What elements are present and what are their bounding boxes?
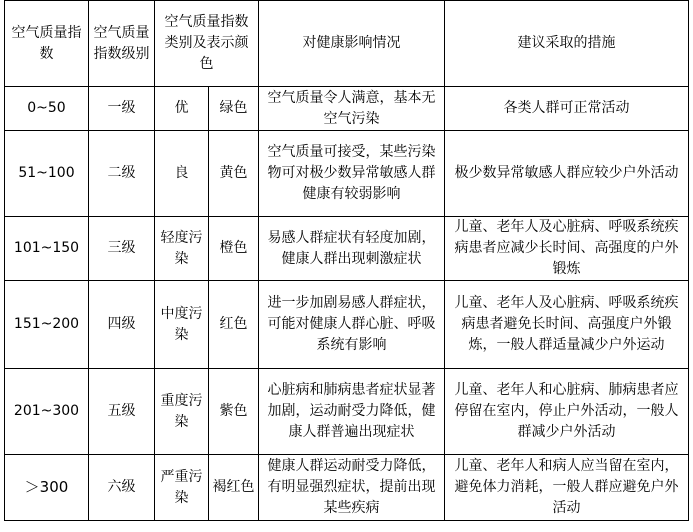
header-advice: 建议采取的措施	[445, 1, 689, 87]
range-cell: ＞300	[5, 455, 89, 521]
advice-cell: 极少数异常敏感人群应较少户外活动	[445, 131, 689, 217]
level-cell: 三级	[89, 217, 155, 281]
advice-cell: 儿童、老年人及心脏病、呼吸系统疾病患者避免长时间、高强度户外锻炼，一般人群适量减少户外运动	[445, 281, 689, 369]
effect-cell: 健康人群运动耐受力降低，有明显强烈症状，提前出现某些疾病	[259, 455, 445, 521]
aqi-table	[4, 0, 689, 521]
level-cell: 五级	[89, 369, 155, 455]
advice-cell: 各类人群可正常活动	[445, 87, 689, 131]
range-cell: 101~150	[5, 217, 89, 281]
category-cell: 严重污染	[155, 455, 209, 521]
color-cell: 褐红色	[209, 455, 259, 521]
category-cell: 优	[155, 87, 209, 131]
category-cell: 中度污染	[155, 281, 209, 369]
color-cell: 红色	[209, 281, 259, 369]
advice-cell: 儿童、老年人及心脏病、呼吸系统疾病患者应减少长时间、高强度的户外锻炼	[445, 217, 689, 281]
level-cell: 六级	[89, 455, 155, 521]
advice-cell: 儿童、老年人和心脏病、肺病患者应停留在室内，停止户外活动，一般人群减少户外活动	[445, 369, 689, 455]
advice-cell: 儿童、老年人和病人应当留在室内，避免体力消耗，一般人群应避免户外活动	[445, 455, 689, 521]
color-cell: 黄色	[209, 131, 259, 217]
header-index: 空气质量指数	[5, 1, 89, 87]
color-cell: 橙色	[209, 217, 259, 281]
range-cell: 201~300	[5, 369, 89, 455]
effect-cell: 进一步加剧易感人群症状，可能对健康人群心脏、呼吸系统有影响	[259, 281, 445, 369]
table-row	[5, 455, 689, 521]
category-cell: 良	[155, 131, 209, 217]
effect-cell: 易感人群症状有轻度加剧，健康人群出现刺激症状	[259, 217, 445, 281]
header-effect: 对健康影响情况	[259, 1, 445, 87]
effect-cell: 空气质量可接受，某些污染物可对极少数异常敏感人群健康有较弱影响	[259, 131, 445, 217]
table-row	[5, 87, 689, 131]
category-cell: 轻度污染	[155, 217, 209, 281]
effect-cell: 心脏病和肺病患者症状显著加剧，运动耐受力降低，健康人群普遍出现症状	[259, 369, 445, 455]
range-cell: 0~50	[5, 87, 89, 131]
table-row	[5, 217, 689, 281]
header-level: 空气质量指数级别	[89, 1, 155, 87]
header-row	[5, 1, 689, 87]
level-cell: 一级	[89, 87, 155, 131]
color-cell: 紫色	[209, 369, 259, 455]
effect-cell: 空气质量令人满意，基本无空气污染	[259, 87, 445, 131]
table-row	[5, 281, 689, 369]
level-cell: 四级	[89, 281, 155, 369]
range-cell: 151~200	[5, 281, 89, 369]
table-row	[5, 369, 689, 455]
color-cell: 绿色	[209, 87, 259, 131]
category-cell: 重度污染	[155, 369, 209, 455]
table-row	[5, 131, 689, 217]
range-cell: 51~100	[5, 131, 89, 217]
header-category: 空气质量指数类别及表示颜色	[155, 1, 259, 87]
level-cell: 二级	[89, 131, 155, 217]
